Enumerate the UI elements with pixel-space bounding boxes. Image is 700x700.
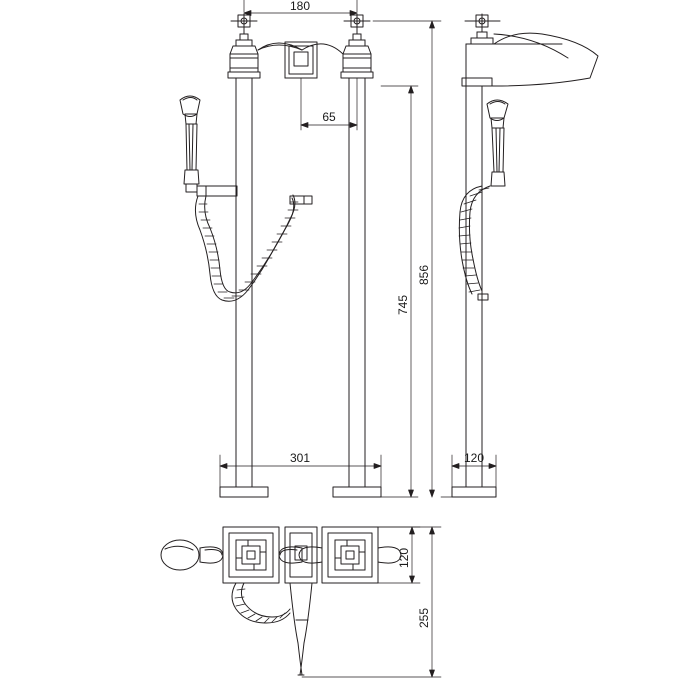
dim-pillar-height: 745 <box>396 294 410 316</box>
front-right-handle <box>341 14 373 78</box>
dim-top-width: 180 <box>289 0 311 13</box>
dim-leg-spacing: 301 <box>289 451 311 465</box>
front-view <box>180 14 381 497</box>
side-handle <box>465 14 500 44</box>
plan-spout <box>285 527 317 675</box>
plan-view <box>161 527 401 675</box>
dimension-labels <box>290 0 484 628</box>
dim-spout-center: 65 <box>322 110 336 124</box>
dim-overall-height: 856 <box>417 264 431 286</box>
front-handset <box>180 96 200 192</box>
front-hose <box>195 195 312 301</box>
side-handset <box>487 100 508 186</box>
plan-left-handle <box>161 527 302 583</box>
front-right-pillar <box>333 78 381 497</box>
front-left-pillar <box>220 78 268 497</box>
plan-right-handle <box>299 527 401 583</box>
side-pillar <box>452 86 496 497</box>
side-view <box>452 14 598 497</box>
plan-hose <box>232 583 290 623</box>
front-left-handle <box>228 14 260 78</box>
dimension-lines <box>220 0 496 677</box>
side-hose <box>459 186 490 300</box>
dim-plan-length: 255 <box>417 607 431 629</box>
dim-plan-depth: 120 <box>397 547 411 569</box>
side-spout <box>462 33 598 86</box>
front-spout-body <box>258 42 343 78</box>
front-handset-bracket <box>197 186 237 196</box>
dim-side-base: 120 <box>463 451 485 465</box>
